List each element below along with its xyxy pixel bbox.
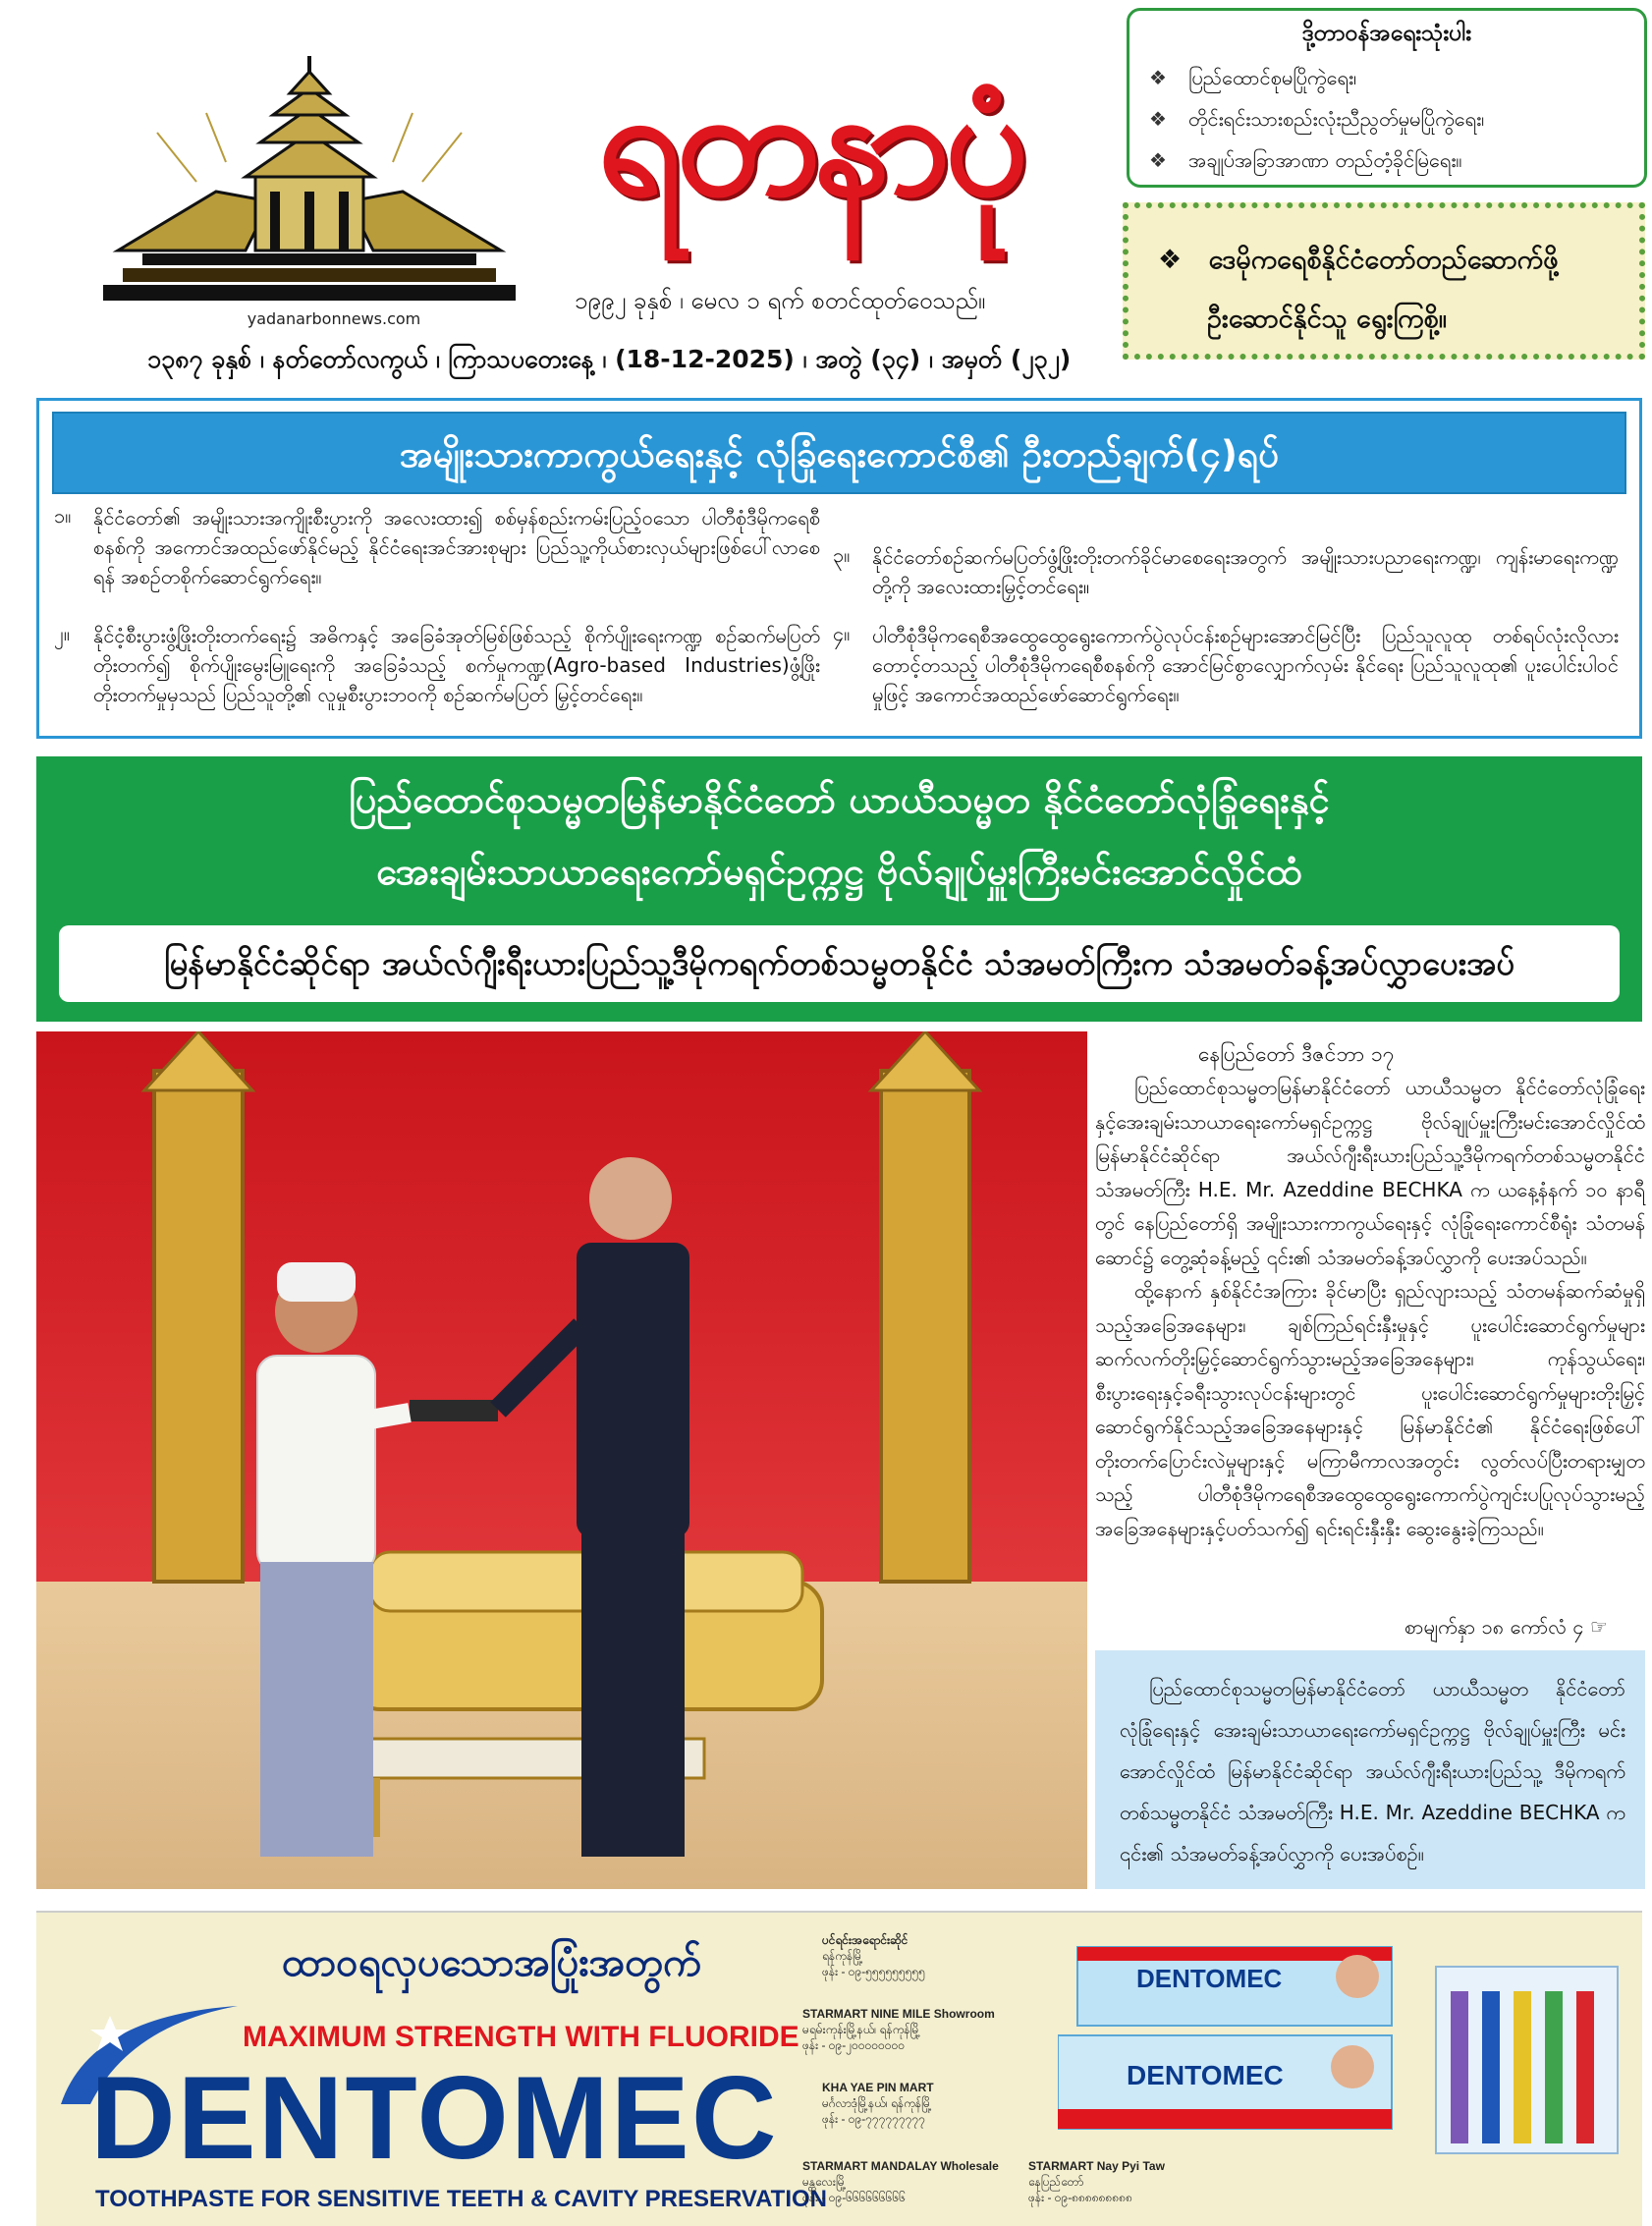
photo-caption-box (1095, 1650, 1645, 1889)
diamond-bullet-icon: ❖ (1158, 245, 1183, 275)
slogan-item: ❖ အချုပ်အခြာအာဏာ တည်တံ့ခိုင်မြဲရေး။ (1149, 148, 1462, 172)
photo-illustration (36, 1031, 1087, 1889)
objective-text: နိုင်ငံတော်၏ အမျိုးသားအကျိုးစီးပွားကို အလေးထား၍ စစ်မှန်စည်းကမ်းပြည့်ဝသော ပါတီစုံဒီမိုကရေစီစနစ်ကို အကောင်အထည်ဖော်နိုင်မည့် နိုင်ငံရေးအင်အားစုများ ပြည်သူ့ကိုယ်စားလှယ်များဖြစ်ပေါ်လာစေရန် အစဉ်တစိုက်ဆောင်ရွက်ရေး။ (93, 506, 820, 588)
newspaper-title: ရတနာပုံ (597, 56, 1023, 229)
objective-number: ၃။ (833, 543, 851, 567)
store-listing: KHA YAE PIN MART မင်္ဂလာဒုံမြို့နယ်၊ ရန်ကုန်မြို့ ဖုန်း - ၀၉-၇၇၇၇၇၇၇၇၇ (822, 2081, 934, 2126)
issue-dateline: ၁၃၈၇ ခုနှစ် ၊ နတ်တော်လကွယ် ၊ ကြာသပတေးနေ့ ၊ (18-12-2025) ၊ အတွဲ (၃၄) ၊ အမှတ် (၂၃၂) (147, 345, 1072, 373)
product-label: DENTOMEC (1127, 2060, 1284, 2090)
store-listing: ပင်ရင်းအရောင်းဆိုင် ရန်ကုန်မြို့ ဖုန်း - ၀၉-၅၅၅၅၅၅၅၅၅ (822, 1933, 926, 1978)
palace-emblem-icon (98, 54, 521, 329)
article-paragraph: ပြည်ထောင်စုသမ္မတမြန်မာနိုင်ငံတော် ယာယီသမ္မတ နိုင်ငံတော်လုံခြုံရေးနှင့်အေးချမ်းသာယာရေးကော်မရှင်ဥက္ကဋ္ဌ ဗိုလ်ချုပ်မှူးကြီးမင်းအောင်လှိုင်ထံ မြန်မာနိုင်ငံဆိုင်ရာ အယ်လ်ဂျီးရီးယားပြည်သူ့ဒီမိုကရက်တစ်သမ္မတနိုင်ငံ သံအမတ်ကြီး H.E. Mr. Azeddine BECHKA က ယနေ့နံနက် ၁၀ နာရီတွင် နေပြည်တော်ရှိ အမျိုးသားကာကွယ်ရေးနှင့် လုံခြုံရေးကောင်စီရုံး သံတမန်ဆောင်၌ တွေ့ဆုံခန့်မည့် ၎င်း၏ သံအမတ်ခန့်အပ်လွှာကို ပေးအပ်သည်။ (1095, 1076, 1645, 1269)
article-paragraph: ထို့နောက် နှစ်နိုင်ငံအကြား ခိုင်မာပြီး ရှည်လျားသည့် သံတမန်ဆက်ဆံမှုရှိသည့်အခြေအနေများ၊ ချစ်ကြည်ရင်းနှီးမှုနှင့် ပူးပေါင်းဆောင်ရွက်မှုများ ဆက်လက်တိုးမြှင့်ဆောင်ရွက်သွားမည့်အခြေအနေများ၊ ကုန်သွယ်ရေး၊ စီးပွားရေးနှင့်ခရီးသွားလုပ်ငန်းများတွင် ပူးပေါင်းဆောင်ရွက်မှုများတိုးမြှင့်ဆောင်ရွက်နိုင်သည့်အခြေအနေများနှင့် မြန်မာနိုင်ငံ၏ နိုင်ငံရေးဖြစ်ပေါ်တိုးတက်ပြောင်းလဲမှုများနှင့် မကြာမီကာလအတွင်း လွတ်လပ်ပြီးတရားမျှတသည့် ပါတီစုံဒီမိုကရေစီအထွေထွေရွေးကောက်ပွဲကျင်းပပြုလုပ်သွားမည့်အခြေအနေများနှင့်ပတ်သက်၍ ရင်းရင်းနှီးနှီး ဆွေးနွေးခဲ့ကြသည်။ (1095, 1279, 1645, 1540)
objective-number: ၁။ (54, 504, 72, 528)
duties-slogan-box (1127, 8, 1647, 188)
objectives-title: အမျိုးသားကာကွယ်ရေးနှင့် လုံခြုံရေးကောင်စီ၏ ဦးတည်ချက်(၄)ရပ် (399, 433, 1280, 475)
article-body (1095, 1071, 1645, 1545)
objective-text: ပါတီစုံဒီမိုကရေစီအထွေထွေရွေးကောက်ပွဲလုပ်ငန်းစဉ်များအောင်မြင်ပြီး ပြည်သူလူထု တစ်ရပ်လုံးလိုလားတောင့်တသည့် ပါတီစုံဒီမိုကရေစီစနစ်ကို အောင်မြင်စွာလျှောက်လှမ်း နိုင်ရေး ပြည်သူလူထု၏ ပူးပေါင်းပါဝင်မှုဖြင့် အကောင်အထည်ဖော်ဆောင်ရွက်ရေး။ (872, 624, 1619, 706)
ad-headline: ထာဝရလှပသောအပြုံးအတွက် (282, 1940, 702, 1985)
objective-number: ၄။ (833, 622, 851, 645)
headline-line: ပြည်ထောင်စုသမ္မတမြန်မာနိုင်ငံတော် ယာယီသမ္မတ နိုင်ငံတော်လုံခြုံရေးနှင့် (349, 778, 1330, 821)
objective-text: နိုင်ငံတော်စဉ်ဆက်မပြတ်ဖွံ့ဖြိုးတိုးတက်ခိုင်မာစေရေးအတွက် အမျိုးသားပညာရေးကဏ္ဍ၊ ကျန်းမာရေးကဏ္ဍတို့ကို အလေးထားမြှင့်တင်ရေး။ (872, 545, 1619, 598)
subhead-text: မြန်မာနိုင်ငံဆိုင်ရာ အယ်လ်ဂျီးရီးယားပြည်သူ့ဒီမိုကရက်တစ်သမ္မတနိုင်ငံ သံအမတ်ကြီးက သံအမတ်ခန့်အပ်လွှာပေးအပ် (163, 944, 1515, 982)
store-listing: STARMART Nay Pyi Taw နေပြည်တော် ဖုန်း - ၀၉-၈၈၈၈၈၈၈၈၈ (1028, 2159, 1165, 2204)
ad-brand-name: DENTOMEC (90, 2052, 779, 2184)
continued-on-reference[interactable]: စာမျက်နှာ ၁၈ ကော်လံ ၄ ☞ (1404, 1615, 1608, 1639)
slogan-title: ဒို့တာဝန်အရေးသုံးပါး (1301, 21, 1472, 46)
slogan-item: ❖ ပြည်ထောင်စုမပြိုကွဲရေး၊ (1149, 66, 1357, 89)
product-label: DENTOMEC (1136, 1964, 1283, 1993)
headline-line: အေးချမ်းသာယာရေးကော်မရှင်ဥက္ကဋ္ဌ ဗိုလ်ချုပ်မှူးကြီးမင်းအောင်လှိုင်ထံ (376, 850, 1302, 893)
article-dateline: နေပြည်တော် ဒီဇင်ဘာ ၁၇ (1198, 1042, 1395, 1066)
ad-tagline: TOOTHPASTE FOR SENSITIVE TEETH & CAVITY PRESERVATION (95, 2186, 827, 2212)
slogan-item: ❖ တိုင်းရင်းသားစည်းလုံးညီညွတ်မှုမပြိုကွဲရေး၊ (1149, 107, 1485, 131)
website-url[interactable]: yadanarbonnews.com (247, 309, 421, 328)
ceremony-photo (36, 1031, 1087, 1889)
headline-band (36, 756, 1642, 1022)
objectives-title-band (52, 412, 1626, 494)
election-promo-box (1123, 202, 1645, 360)
diamond-bullet-icon: ❖ (1149, 107, 1167, 131)
founded-line: ၁၉၉၂ ခုနှစ် ၊ မေလ ၁ ရက် စတင်ထုတ်ဝေသည်။ (575, 287, 986, 314)
store-listing: STARMART NINE MILE Showroom မရမ်းကုန်းမြို့နယ်၊ ရန်ကုန်မြို့ ဖုန်း - ၀၉-၂၀၀၀၀၀၀၀၀ (802, 2007, 995, 2052)
toothpaste-advertisement (36, 1911, 1642, 2226)
product-packages-illustration (1058, 1918, 1637, 2158)
subhead-box (59, 925, 1620, 1002)
diamond-bullet-icon: ❖ (1149, 148, 1167, 172)
promo-line: ❖ ဒေမိုကရေစီနိုင်ငံတော်တည်ဆောက်ဖို့ (1158, 245, 1559, 275)
newspaper-emblem (98, 54, 521, 329)
ad-strength-claim: MAXIMUM STRENGTH WITH FLUORIDE (243, 2021, 799, 2053)
promo-line: ဦးဆောင်နိုင်သူ ရွေးကြစို့။ (1207, 304, 1447, 334)
objective-text: နိုင်ငံ့စီးပွားဖွံ့ဖြိုးတိုးတက်ရေး၌ အဓိကနှင့် အခြေခံအုတ်မြစ်ဖြစ်သည့် စိုက်ပျိုးရေးကဏ္ဍ စဉ်ဆက်မပြတ်တိုးတက်၍ စိုက်ပျိုးမွေးမြူရေးကို အခြေခံသည့် စက်မှုကဏ္ဍ(Agro-based Industries)ဖွံ့ဖြိုးတိုးတက်မှုမှသည် ပြည်သူတို့၏ လူမှုစီးပွားဘဝကို စဉ်ဆက်မပြတ် မြှင့်တင်ရေး။ (93, 624, 820, 706)
diamond-bullet-icon: ❖ (1149, 66, 1167, 89)
store-listing: STARMART MANDALAY Wholesale မန္တလေးမြို့ ဖုန်း - ၀၉-၆၆၆၆၆၆၆၆၆ (802, 2159, 999, 2204)
photo-caption: ပြည်ထောင်စုသမ္မတမြန်မာနိုင်ငံတော် ယာယီသမ္မတ နိုင်ငံတော်လုံခြုံရေးနှင့် အေးချမ်းသာယာရေးကော်မရှင်ဥက္ကဋ္ဌ ဗိုလ်ချုပ်မှူးကြီး မင်းအောင်လှိုင်ထံ မြန်မာနိုင်ငံဆိုင်ရာ အယ်လ်ဂျီးရီးယားပြည်သူ့ ဒီမိုကရက်တစ်သမ္မတနိုင်ငံ သံအမတ်ကြီး H.E. Mr. Azeddine BECHKA က ၎င်း၏ သံအမတ်ခန့်အပ်လွှာကို ပေးအပ်စဉ်။ (1120, 1677, 1625, 1865)
objective-number: ၂။ (54, 622, 70, 645)
